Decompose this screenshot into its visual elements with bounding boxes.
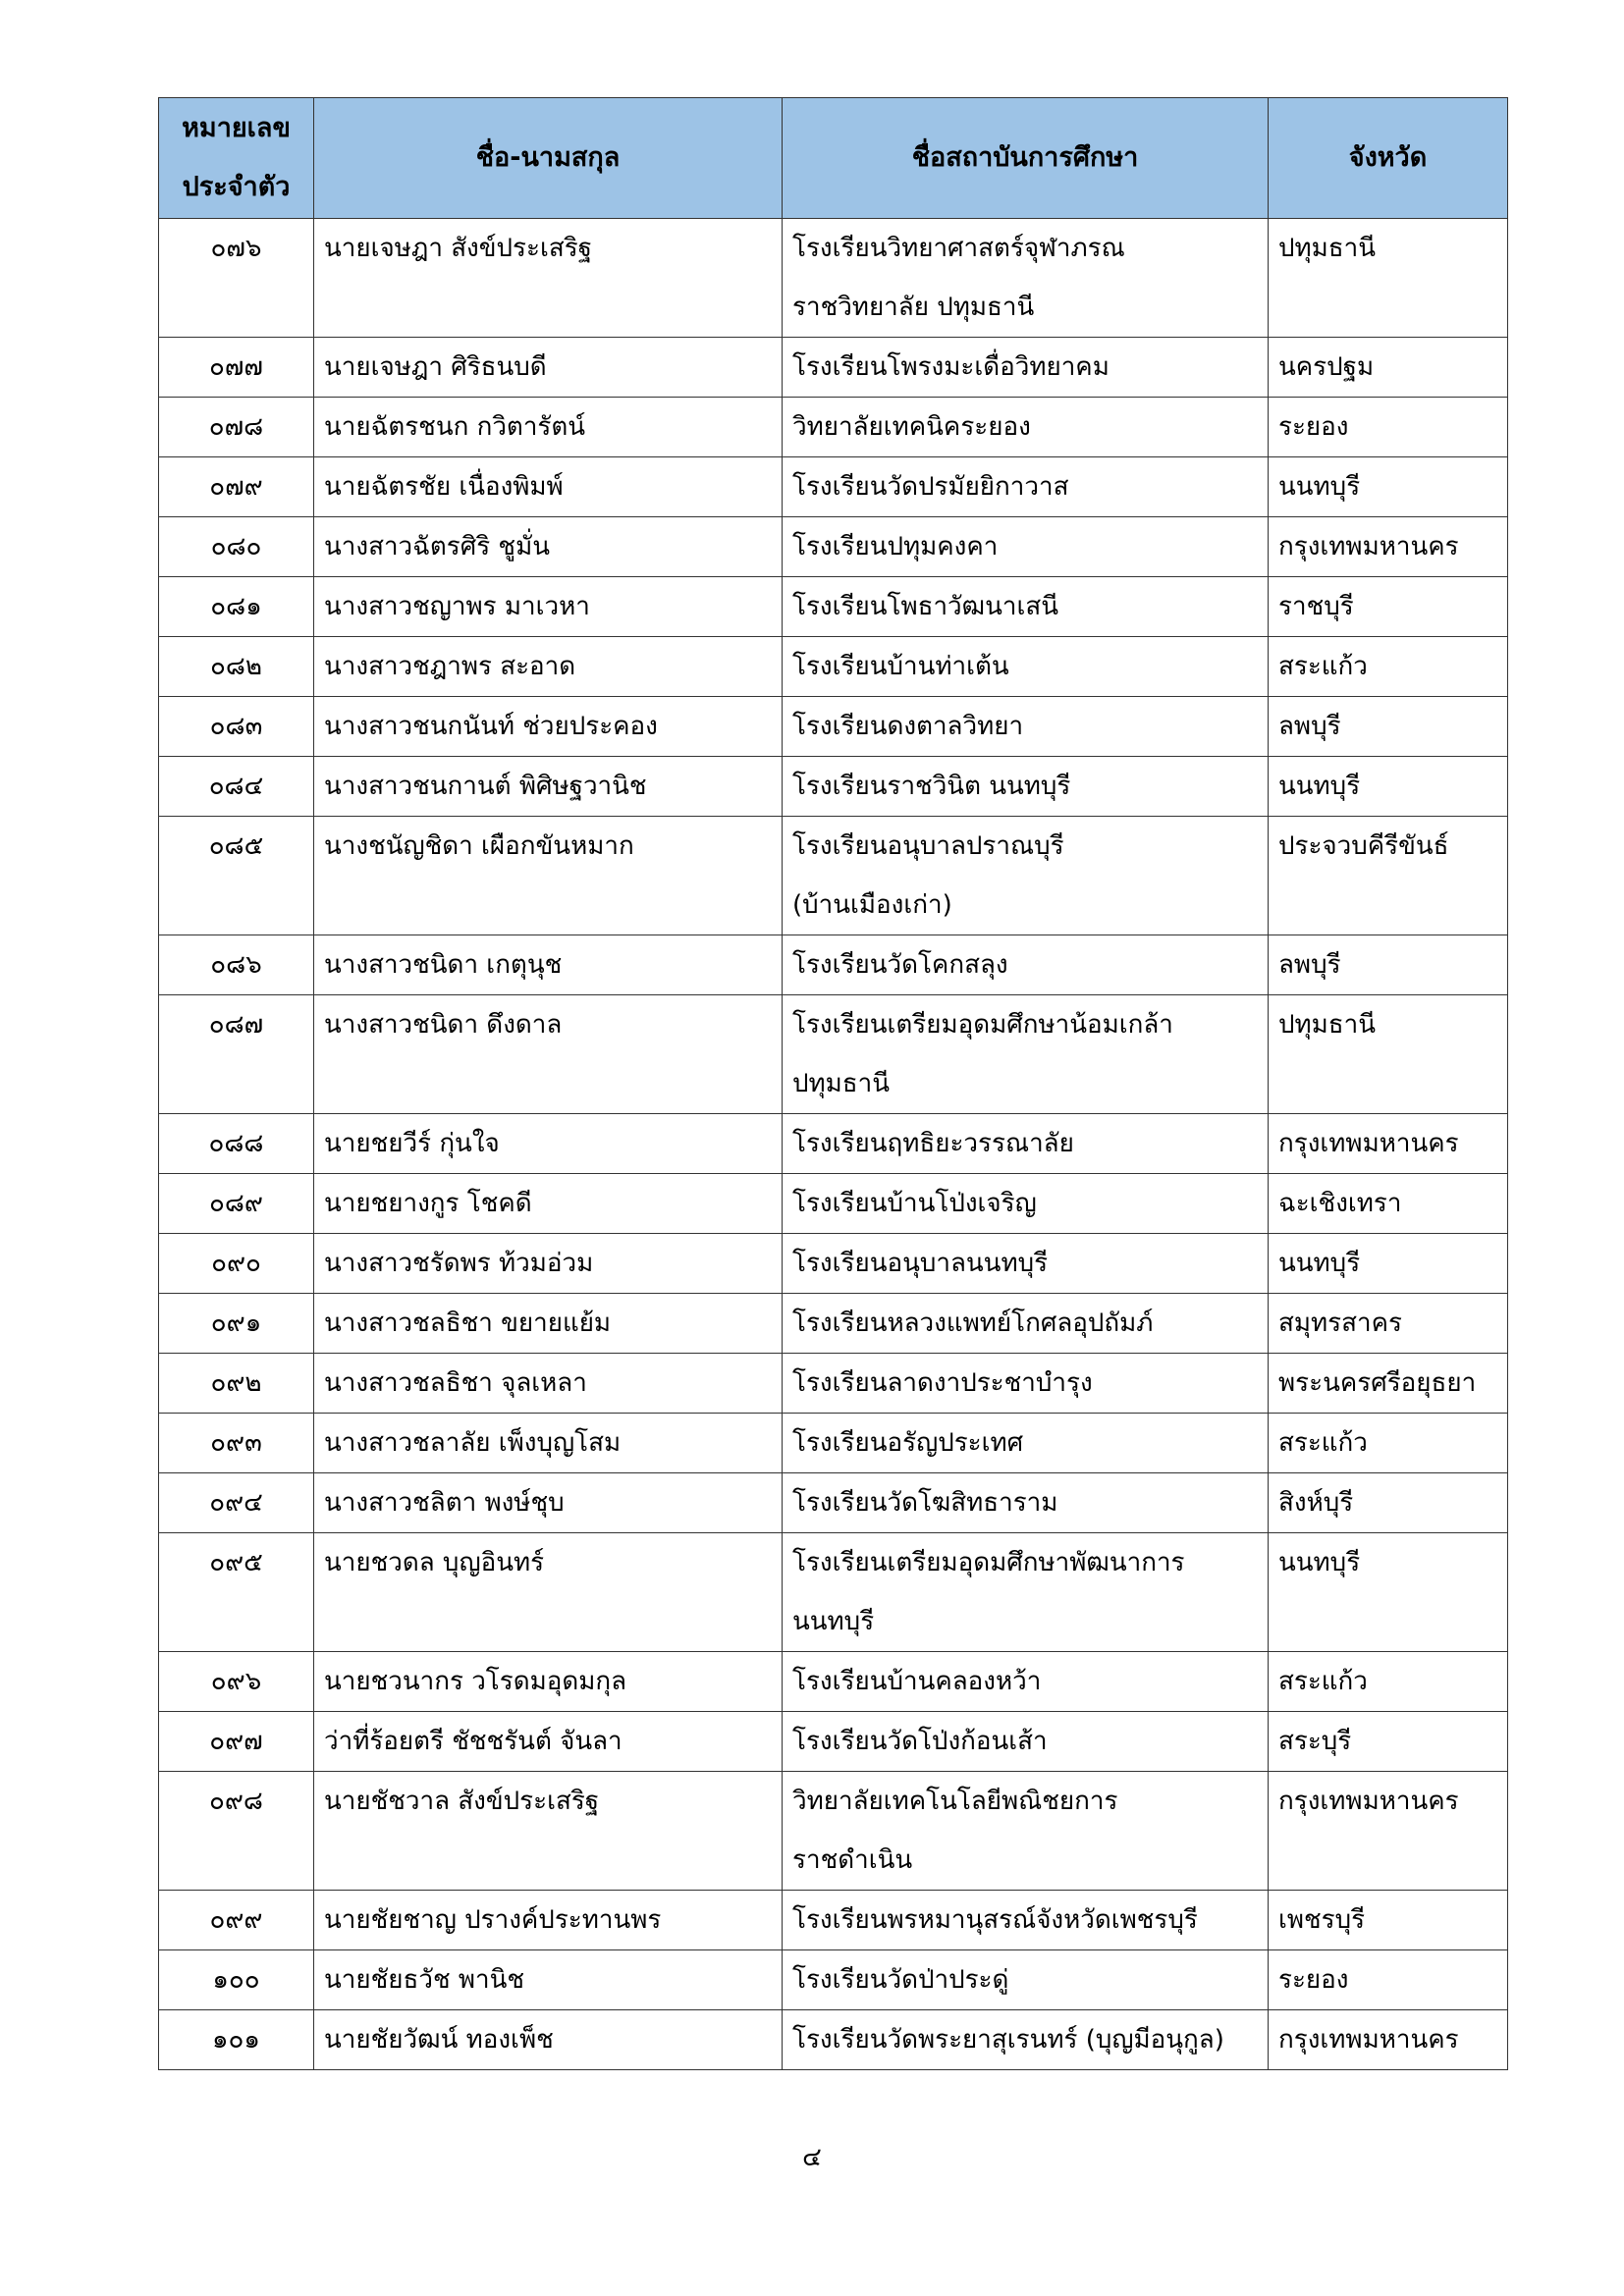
cell-school-line: โรงเรียนวิทยาศาสตร์จุฬาภรณ	[792, 234, 1125, 263]
cell-name: นางสาวชนิดา ดึงดาล	[314, 995, 783, 1114]
cell-school-line: วิทยาลัยเทคนิคระยอง	[792, 412, 1031, 442]
cell-school	[783, 1414, 1269, 1473]
cell-school-line: โรงเรียนวัดโฆสิทธาราม	[792, 1488, 1058, 1518]
cell-school-line: โรงเรียนวัดโคกสลุง	[792, 950, 1008, 980]
cell-name: นายชวนากร วโรดมอุดมกุล	[314, 1652, 783, 1712]
cell-school	[783, 1114, 1269, 1174]
cell-province: ฉะเชิงเทรา	[1269, 1174, 1508, 1234]
cell-id: ๐๙๑	[159, 1294, 314, 1354]
cell-school	[783, 1772, 1269, 1891]
cell-name: นางชนัญชิดา เผือกขันหมาก	[314, 817, 783, 935]
cell-name: นางสาวชฎาพร สะอาด	[314, 637, 783, 697]
cell-school-line: โรงเรียนลาดงาประชาบำรุง	[792, 1368, 1093, 1398]
table-header	[159, 98, 1508, 219]
table-row	[159, 1114, 1508, 1174]
cell-id: ๑๐๐	[159, 1950, 314, 2010]
cell-province: พระนครศรีอยุธยา	[1269, 1354, 1508, 1414]
cell-province: ลพบุรี	[1269, 697, 1508, 757]
cell-school	[783, 817, 1269, 935]
cell-name: นางสาวฉัตรศิริ ชูมั่น	[314, 517, 783, 577]
cell-id: ๐๙๖	[159, 1652, 314, 1712]
cell-school-line: โรงเรียนเตรียมอุดมศึกษาน้อมเกล้า	[792, 1010, 1173, 1040]
table-row	[159, 1234, 1508, 1294]
cell-province: กรุงเทพมหานคร	[1269, 2010, 1508, 2070]
cell-name: นางสาวชลาลัย เพ็งบุญโสม	[314, 1414, 783, 1473]
cell-id: ๐๘๕	[159, 817, 314, 935]
table-row	[159, 2010, 1508, 2070]
cell-school	[783, 1950, 1269, 2010]
cell-school-line: โรงเรียนบ้านคลองหว้า	[792, 1667, 1042, 1696]
table-row	[159, 817, 1508, 935]
cell-name: นายชยางกูร โชคดี	[314, 1174, 783, 1234]
table-row	[159, 219, 1508, 338]
cell-province: นนทบุรี	[1269, 1234, 1508, 1294]
table-row	[159, 1950, 1508, 2010]
cell-province: สระแก้ว	[1269, 1414, 1508, 1473]
table-row	[159, 338, 1508, 398]
cell-id: ๐๙๗	[159, 1712, 314, 1772]
table-row	[159, 517, 1508, 577]
cell-id: ๐๙๐	[159, 1234, 314, 1294]
cell-school	[783, 1533, 1269, 1652]
cell-province: นนทบุรี	[1269, 457, 1508, 517]
cell-id: ๐๘๒	[159, 637, 314, 697]
cell-school-line: โรงเรียนปทุมคงคา	[792, 532, 999, 561]
cell-school-line: โรงเรียนโพรงมะเดื่อวิทยาคม	[792, 352, 1110, 382]
cell-province: ปทุมธานี	[1269, 995, 1508, 1114]
cell-name: นางสาวชลธิชา ขยายแย้ม	[314, 1294, 783, 1354]
table-row	[159, 1533, 1508, 1652]
table-row	[159, 457, 1508, 517]
cell-province: ปทุมธานี	[1269, 219, 1508, 338]
cell-name: นายฉัตรชัย เนื่องพิมพ์	[314, 457, 783, 517]
cell-school-line: โรงเรียนฤทธิยะวรรณาลัย	[792, 1129, 1074, 1158]
cell-school-line: โรงเรียนอนุบาลนนทบุรี	[792, 1249, 1049, 1278]
cell-school-line: โรงเรียนโพธาวัฒนาเสนี	[792, 592, 1059, 621]
table-row	[159, 637, 1508, 697]
table-row	[159, 697, 1508, 757]
cell-name: นางสาวชนกนันท์ ช่วยประคอง	[314, 697, 783, 757]
cell-name: นางสาวชญาพร มาเวหา	[314, 577, 783, 637]
cell-name: นางสาวชนกานต์ พิศิษฐวานิช	[314, 757, 783, 817]
column-header-name: ชื่อ-นามสกุล	[314, 98, 783, 219]
cell-school	[783, 697, 1269, 757]
cell-name: ว่าที่ร้อยตรี ชัชชรันต์ จันลา	[314, 1712, 783, 1772]
cell-id: ๐๙๘	[159, 1772, 314, 1891]
cell-school	[783, 995, 1269, 1114]
cell-id: ๐๙๔	[159, 1473, 314, 1533]
cell-school	[783, 1174, 1269, 1234]
cell-school-line: โรงเรียนวัดป่าประดู่	[792, 1965, 1009, 1995]
cell-name: นายเจษฎา สังข์ประเสริฐ	[314, 219, 783, 338]
table-row	[159, 935, 1508, 995]
cell-school	[783, 935, 1269, 995]
column-header-province: จังหวัด	[1269, 98, 1508, 219]
cell-school	[783, 1891, 1269, 1950]
cell-school-line: โรงเรียนวัดปรมัยยิกาวาส	[792, 472, 1069, 502]
cell-school	[783, 1234, 1269, 1294]
cell-school-line: โรงเรียนวัดพระยาสุเรนทร์ (บุญมีอนุกูล)	[792, 2025, 1224, 2055]
participant-table	[158, 97, 1508, 2070]
cell-province: ราชบุรี	[1269, 577, 1508, 637]
cell-province: ระยอง	[1269, 398, 1508, 457]
cell-name: นายชัยวัฒน์ ทองเพ็ช	[314, 2010, 783, 2070]
cell-province: กรุงเทพมหานคร	[1269, 1772, 1508, 1891]
cell-id: ๐๘๓	[159, 697, 314, 757]
table-row	[159, 995, 1508, 1114]
column-header-id	[159, 98, 314, 219]
cell-name: นายฉัตรชนก กวิตารัตน์	[314, 398, 783, 457]
cell-school-line: โรงเรียนบ้านท่าเต้น	[792, 652, 1009, 681]
cell-school-line: โรงเรียนบ้านโป่งเจริญ	[792, 1189, 1037, 1218]
cell-school	[783, 637, 1269, 697]
cell-id: ๐๗๖	[159, 219, 314, 338]
cell-id: ๐๘๐	[159, 517, 314, 577]
cell-province: กรุงเทพมหานคร	[1269, 1114, 1508, 1174]
cell-id: ๐๘๗	[159, 995, 314, 1114]
cell-school	[783, 757, 1269, 817]
cell-province: สมุทรสาคร	[1269, 1294, 1508, 1354]
cell-school	[783, 1712, 1269, 1772]
cell-school-line: โรงเรียนอรัญประเทศ	[792, 1428, 1024, 1458]
cell-name: นางสาวชรัดพร ท้วมอ่วม	[314, 1234, 783, 1294]
cell-school	[783, 577, 1269, 637]
cell-school	[783, 219, 1269, 338]
cell-school	[783, 338, 1269, 398]
table-row	[159, 1772, 1508, 1891]
cell-school-line: โรงเรียนดงตาลวิทยา	[792, 712, 1024, 741]
cell-id: ๐๙๓	[159, 1414, 314, 1473]
cell-province: เพชรบุรี	[1269, 1891, 1508, 1950]
cell-school	[783, 1294, 1269, 1354]
cell-school	[783, 517, 1269, 577]
cell-school-line: วิทยาลัยเทคโนโลยีพณิชยการ	[792, 1787, 1118, 1816]
cell-id: ๐๙๕	[159, 1533, 314, 1652]
cell-school	[783, 2010, 1269, 2070]
page-number: ๔	[802, 2143, 822, 2172]
cell-province: ลพบุรี	[1269, 935, 1508, 995]
cell-school-line: โรงเรียนราชวินิต นนทบุรี	[792, 772, 1071, 801]
cell-province: ระยอง	[1269, 1950, 1508, 2010]
cell-school	[783, 1354, 1269, 1414]
cell-name: นางสาวชลิตา พงษ์ชุบ	[314, 1473, 783, 1533]
cell-school-line: โรงเรียนหลวงแพทย์โกศลอุปถัมภ์	[792, 1308, 1154, 1338]
column-header-school: ชื่อสถาบันการศึกษา	[783, 98, 1269, 219]
cell-id: ๐๙๒	[159, 1354, 314, 1414]
cell-id: ๐๘๑	[159, 577, 314, 637]
cell-province: สระแก้ว	[1269, 1652, 1508, 1712]
cell-name: นายชวดล บุญอินทร์	[314, 1533, 783, 1652]
cell-school	[783, 1473, 1269, 1533]
table-row	[159, 1652, 1508, 1712]
cell-school-line: โรงเรียนพรหมานุสรณ์จังหวัดเพชรบุรี	[792, 1905, 1198, 1935]
table-row	[159, 577, 1508, 637]
cell-id: ๐๙๙	[159, 1891, 314, 1950]
table-row	[159, 1354, 1508, 1414]
cell-name: นายชัยธวัช พานิช	[314, 1950, 783, 2010]
cell-name: นายชัยชาญ ปรางค์ประทานพร	[314, 1891, 783, 1950]
table-body	[159, 219, 1508, 2070]
cell-province: กรุงเทพมหานคร	[1269, 517, 1508, 577]
table-row	[159, 1473, 1508, 1533]
cell-name: นายชยวีร์ กุ่นใจ	[314, 1114, 783, 1174]
cell-school	[783, 398, 1269, 457]
cell-school	[783, 457, 1269, 517]
cell-school-line: โรงเรียนวัดโป่งก้อนเส้า	[792, 1727, 1048, 1756]
cell-school-line: ราชวิทยาลัย ปทุมธานี	[792, 293, 1035, 322]
cell-school-line: ราชดำเนิน	[792, 1845, 913, 1875]
table-row	[159, 1891, 1508, 1950]
table-row	[159, 1414, 1508, 1473]
column-header-id-line1: หมายเลข	[182, 113, 291, 143]
cell-id: ๐๘๘	[159, 1114, 314, 1174]
cell-province: สิงห์บุรี	[1269, 1473, 1508, 1533]
cell-school-line: โรงเรียนเตรียมอุดมศึกษาพัฒนาการ	[792, 1548, 1185, 1577]
header-row	[159, 98, 1508, 219]
cell-id: ๐๘๙	[159, 1174, 314, 1234]
cell-id: ๐๘๖	[159, 935, 314, 995]
cell-id: ๐๗๗	[159, 338, 314, 398]
cell-province: สระแก้ว	[1269, 637, 1508, 697]
cell-province: นนทบุรี	[1269, 757, 1508, 817]
table-row	[159, 1174, 1508, 1234]
table-row	[159, 1294, 1508, 1354]
table-row	[159, 757, 1508, 817]
cell-province: นครปฐม	[1269, 338, 1508, 398]
cell-school-line: ปทุมธานี	[792, 1069, 891, 1098]
cell-id: ๑๐๑	[159, 2010, 314, 2070]
column-header-id-line2: ประจำตัว	[182, 172, 291, 202]
cell-id: ๐๘๔	[159, 757, 314, 817]
cell-school	[783, 1652, 1269, 1712]
table-row	[159, 1712, 1508, 1772]
cell-province: สระบุรี	[1269, 1712, 1508, 1772]
cell-id: ๐๗๘	[159, 398, 314, 457]
cell-id: ๐๗๙	[159, 457, 314, 517]
table-row	[159, 398, 1508, 457]
cell-school-line: (บ้านเมืองเก่า)	[792, 890, 952, 920]
cell-name: นางสาวชนิดา เกตุนุช	[314, 935, 783, 995]
cell-school-line: นนทบุรี	[792, 1607, 875, 1636]
cell-school-line: โรงเรียนอนุบาลปราณบุรี	[792, 831, 1064, 861]
cell-province: นนทบุรี	[1269, 1533, 1508, 1652]
cell-name: นายชัชวาล สังข์ประเสริฐ	[314, 1772, 783, 1891]
cell-name: นางสาวชลธิชา จุลเหลา	[314, 1354, 783, 1414]
cell-province: ประจวบคีรีขันธ์	[1269, 817, 1508, 935]
cell-name: นายเจษฎา ศิริธนบดี	[314, 338, 783, 398]
